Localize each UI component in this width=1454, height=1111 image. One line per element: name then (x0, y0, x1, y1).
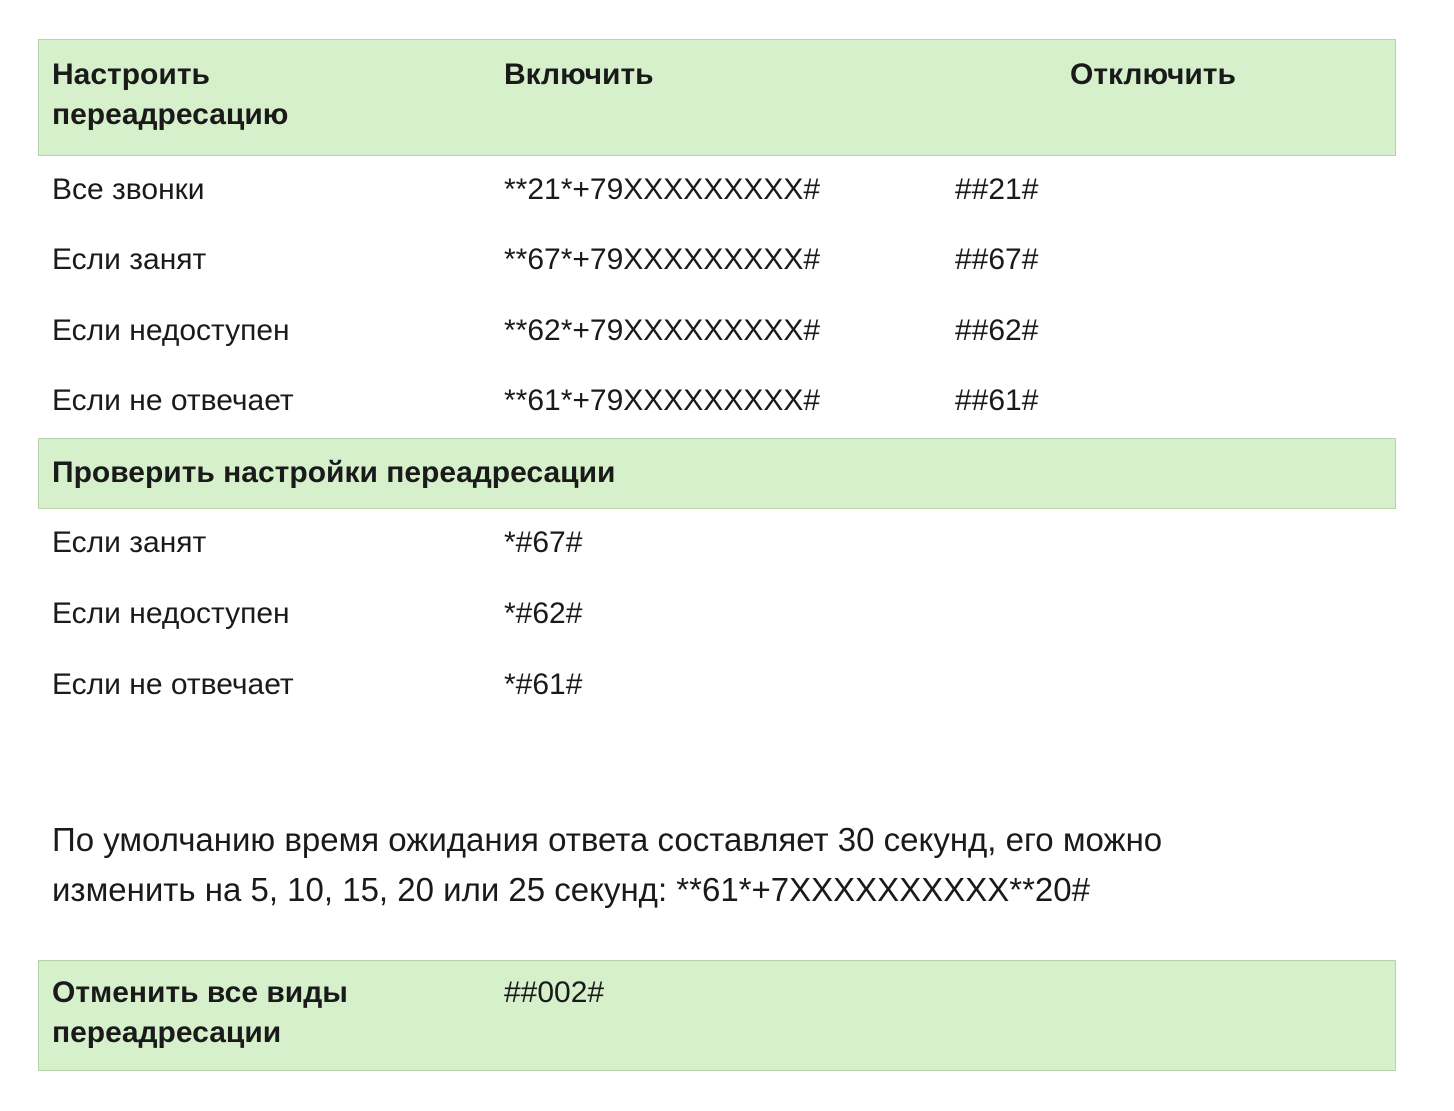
row-label: Если занят (52, 243, 207, 276)
row-label: Если недоступен (52, 597, 290, 630)
row-label: Если не отвечает (52, 668, 294, 701)
enable-code: **61*+79XXXXXXXXX# (504, 384, 821, 417)
disable-code: ##61# (955, 384, 1039, 417)
row-label: Если недоступен (52, 314, 290, 347)
check-code: *#67# (504, 526, 583, 559)
disable-code: ##21# (955, 173, 1039, 206)
cancel-all-code: ##002# (504, 976, 605, 1009)
cancel-all-title-line2: переадресации (52, 1016, 282, 1049)
cancel-all-title-line1: Отменить все виды (52, 976, 348, 1009)
row-label: Если не отвечает (52, 384, 294, 417)
check-code: *#62# (504, 597, 583, 630)
disable-column-header: Отключить (1070, 58, 1236, 91)
check-title: Проверить настройки переадресации (52, 456, 616, 489)
row-label: Если занят (52, 526, 207, 559)
setup-title-line1: Настроить (52, 58, 210, 91)
setup-title-line2: переадресацию (52, 98, 289, 131)
note-line-2: изменить на 5, 10, 15, 20 или 25 секунд: **61*+7XXXXXXXXXX**20# (52, 871, 1090, 908)
enable-column-header: Включить (504, 58, 654, 91)
enable-code: **67*+79XXXXXXXXX# (504, 243, 821, 276)
note-line-1: По умолчанию время ожидания ответа составляет 30 секунд, его можно (52, 821, 1163, 858)
disable-code: ##62# (955, 314, 1039, 347)
row-label: Все звонки (52, 173, 205, 206)
disable-code: ##67# (955, 243, 1039, 276)
enable-code: **62*+79XXXXXXXXX# (504, 314, 821, 347)
enable-code: **21*+79XXXXXXXXX# (504, 173, 821, 206)
check-code: *#61# (504, 668, 583, 701)
timeout-note (52, 815, 1382, 915)
